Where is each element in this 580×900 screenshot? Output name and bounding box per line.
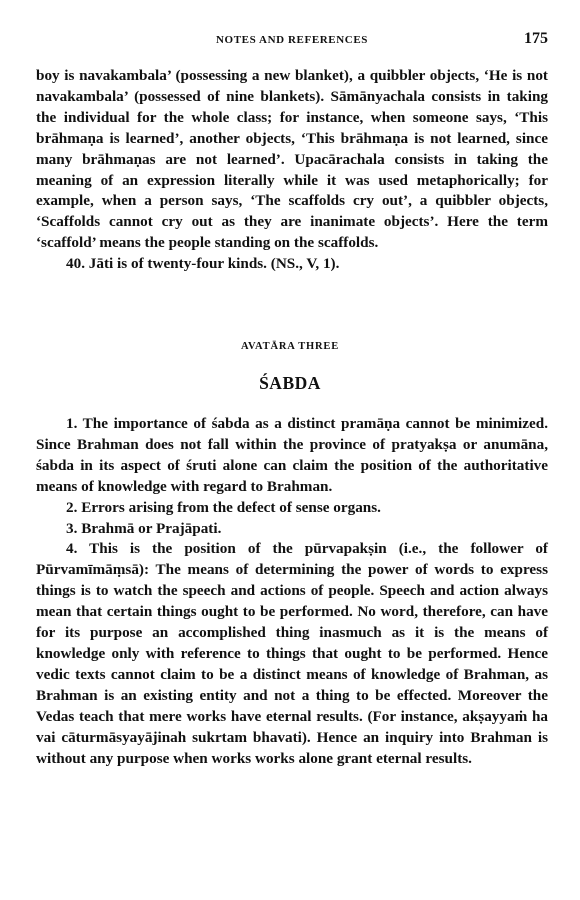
paragraph-continued: boy is navakambala’ (possessing a new blanket), a quibbler objects, ‘He is not navakambala’ (possessed of nine blankets). Sāmānyachala consists in taking the individual for the whole class; for instance, when someone says, ‘This brāhmaṇa is learned’, another objects, ‘This brāhmaṇa is not learned, since many brāhmaṇas are not learned’. Upacārachala consists in taking the meaning of an expression literally while it was used metaphorically; for example, when a person says, ‘The scaffolds cry out’, a quibbler objects, ‘Scaffolds cannot cry out as they are inanimate objects’. Here the term ‘scaffold’ means the people standing on the scaffolds. — [36, 67, 548, 252]
section-title: ŚABDA — [259, 373, 321, 393]
note-1: 1. The importance of śabda as a distinct pramāṇa cannot be minimized. Since Brahman does not fall within the province of pratyakṣa or anumāna, śabda in its aspect of śruti alone can claim the position of the authoritative means of knowledge with regard to Brahman. — [36, 415, 548, 495]
running-head — [36, 30, 548, 52]
running-title: NOTES AND REFERENCES — [216, 34, 368, 46]
section-label: AVATĀRA THREE — [240, 341, 340, 352]
note-40: 40. Jāti is of twenty-four kinds. (NS., V, 1). — [66, 255, 340, 273]
note-3: 3. Brahmā or Prajāpati. — [66, 519, 222, 537]
section-notes — [36, 414, 548, 769]
notes-continued — [36, 66, 548, 275]
note-4: 4. This is the position of the pūrvapakṣin (i.e., the follower of Pūrvamīmāṃsā): The means of determining the power of words to express things is to watch the speech and actions of people. Speech and action always mean that certain things ought to be performed. No word, therefore, can have for its purpose an accomplished thing inasmuch as it is the means of knowledge only with reference to things that ought to be performed. Hence vedic texts cannot claim to be a distinct means of knowledge of Brahman, as Brahman is an existing entity and not a thing to be effected. Moreover the Vedas teach that mere works have eternal results. (For instance, akṣayyaṁ ha vai cāturmāsyayājinah sukrtam bhavati). Hence an inquiry into Brahman is without any purpose when works works alone grant eternal results. — [36, 540, 548, 767]
note-2: 2. Errors arising from the defect of sense organs. — [66, 498, 381, 516]
page-number: 175 — [524, 30, 548, 47]
